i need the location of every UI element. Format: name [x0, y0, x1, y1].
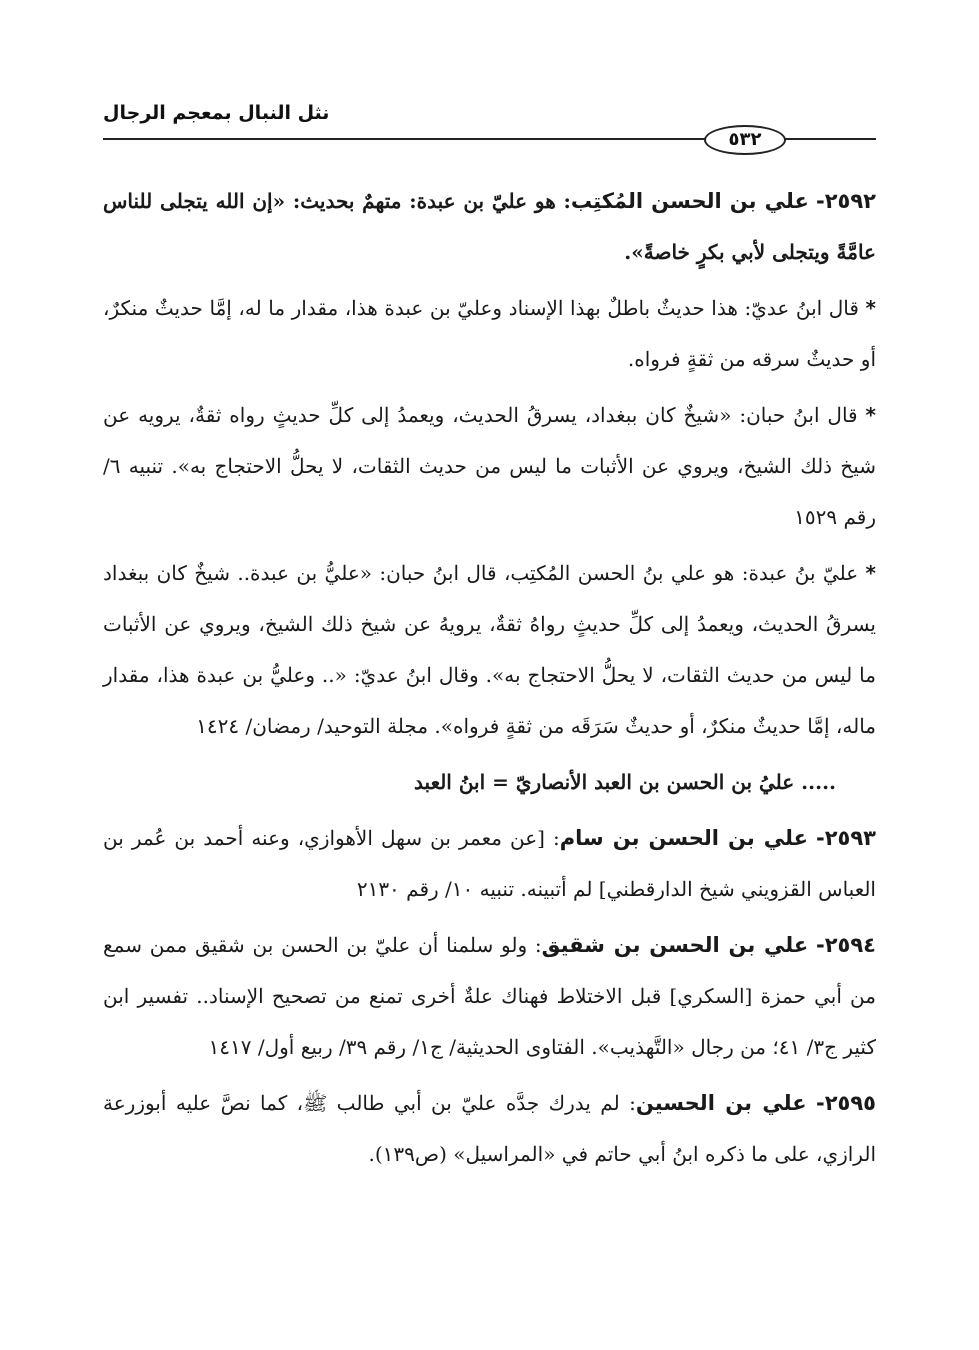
entry-number: ٢٥٩٤-: [816, 933, 876, 957]
entry-2593: [103, 813, 876, 915]
page-header: [103, 98, 876, 154]
entry-number: ٢٥٩٥-: [816, 1091, 876, 1115]
entry-number: ٢٥٩٣-: [816, 826, 876, 850]
entry-2594: [103, 920, 876, 1073]
note-text: قال ابنُ حبان: «شيخٌ كان ببغداد، يسرقُ الحديث، ويعمدُ إلى كلِّ حديثٍ رواه ثقةٌ، يرويه عن شيخ ذلك الشيخ، ويروي عن الأثبات ما ليس من حديث الثقات، لا يحلُّ الاحتجاج به». تنبيه ٦/ رقم ١٥٢٩: [103, 403, 876, 529]
note-ibn-hibban: [103, 390, 876, 543]
entry-name: علي بن الحسن المُكتِب: [570, 189, 809, 213]
page-number: ٥٣٢: [704, 125, 786, 155]
entry-name: علي بن الحسن بن شقيق: [541, 933, 809, 957]
note-text: قال ابنُ عديّ: هذا حديثٌ باطلٌ بهذا الإسناد وعليّ بن عبدة هذا، مقدار ما له، إمَّا حديثٌ منكرٌ، أو حديثٌ سرقه من ثقةٍ فرواه.: [103, 296, 876, 371]
note-ali-ibn-abda: [103, 548, 876, 752]
entry-2592: [103, 176, 876, 278]
note-marker: *: [865, 403, 877, 427]
note-text: عليّ بنُ عبدة: هو علي بنُ الحسن المُكتِب، قال ابنُ حبان: «عليُّ بن عبدة.. شيخٌ كان ببغداد يسرقُ الحديث، ويعمدُ إلى كلِّ حديثٍ رواهُ ثقةٌ، يرويهُ عن شيخ ذلك الشيخ، ويروي عن الأثبات ما ليس من حديث الثقات، لا يحلُّ الاحتجاج به». وقال ابنُ عديّ: «.. وعليُّ بن عبدة هذا، مقدار ماله، إمَّا حديثٌ منكرٌ، أو حديثٌ سَرَقَه من ثقةٍ فرواه». مجلة التوحيد/ رمضان/ ١٤٢٤: [103, 561, 876, 738]
entry-name: علي بن الحسين: [635, 1091, 807, 1115]
note-marker: *: [865, 561, 876, 585]
entry-2595: [103, 1078, 876, 1180]
entry-text: : ولو سلمنا أن عليّ بن الحسن بن شقيق ممن سمع من أبي حمزة [السكري] قبل الاختلاط فهناك علةٌ أخرى تمنع من تصحيح الإسناد.. تفسير ابن كثير ج٣/ ٤١؛ من رجال «التَّهذيب». الفتاوى الحديثية/ ج١/ رقم ٣٩/ ربيع أول/ ١٤١٧: [103, 933, 876, 1059]
entry-name: علي بن الحسن بن سام: [559, 826, 808, 850]
note-marker: *: [865, 296, 877, 320]
cross-reference: [103, 757, 876, 808]
entry-text: : [عن معمر بن سهل الأهوازي، وعنه أحمد بن عُمر بن العباس القزويني شيخ الدارقطني] لم أتبينه. تنبيه ١٠/ رقم ٢١٣٠: [103, 826, 876, 901]
page-body: [103, 176, 876, 1185]
running-title: نثل النبال بمعجم الرجال: [103, 102, 330, 124]
entry-text: : لم يدرك جدَّه عليّ بن أبي طالب ﷺ، كما نصَّ عليه أبوزرعة الرازي، على ما ذكره ابنُ أبي حاتم في «المراسيل» (ص١٣٩).: [103, 1091, 876, 1166]
entry-text: : هو عليّ بن عبدة: متهمٌ بحديث: «إن الله يتجلى للناس عامَّةً ويتجلى لأبي بكرٍ خاصةً».: [103, 189, 876, 264]
note-ibn-adi: [103, 283, 876, 385]
cross-reference-text: ..... عليُ بن الحسن بن العبد الأنصاريّ = ابنُ العبد: [414, 770, 836, 794]
entry-number: ٢٥٩٢-: [816, 189, 877, 213]
